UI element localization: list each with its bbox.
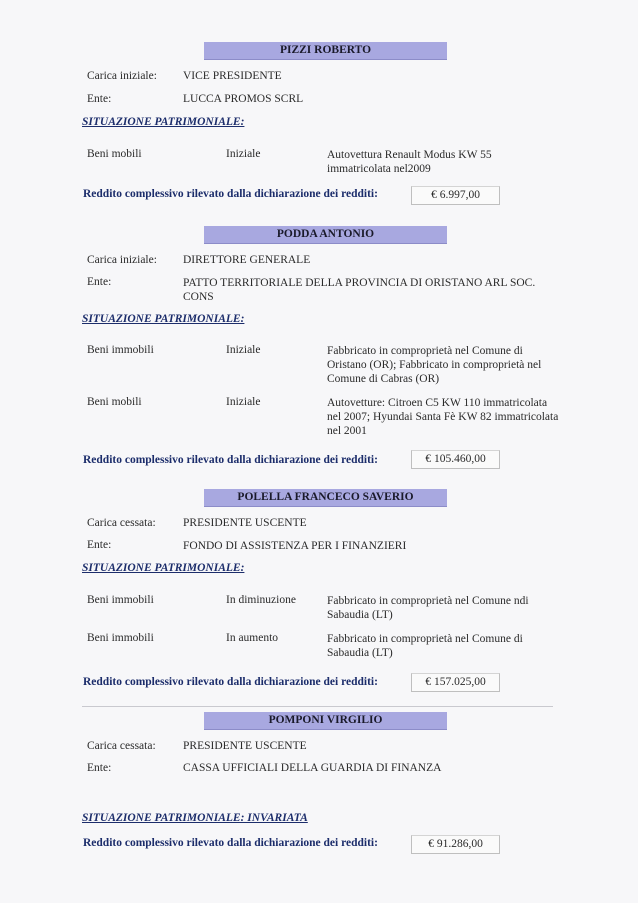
carica-label: Carica cessata: (87, 740, 156, 752)
asset-type: Beni immobili (87, 594, 154, 606)
section-heading: SITUAZIONE PATRIMONIALE: INVARIATA (82, 812, 308, 824)
asset-status: Iniziale (226, 148, 261, 160)
ente-value: PATTO TERRITORIALE DELLA PROVINCIA DI ORISTANO ARL SOC. CONS (183, 277, 536, 303)
section-heading: SITUAZIONE PATRIMONIALE: (82, 116, 245, 128)
asset-type: Beni immobili (87, 632, 154, 644)
person-name-header: PIZZI ROBERTO (204, 42, 447, 60)
asset-description: Fabbricato in comproprietà nel Comune ndi Sabaudia (LT) (327, 595, 529, 621)
carica-label: Carica cessata: (87, 517, 156, 529)
person-name-header: POMPONI VIRGILIO (204, 712, 447, 730)
reddito-amount: € 91.286,00 (411, 835, 500, 854)
asset-status: Iniziale (226, 396, 261, 408)
asset-status: In aumento (226, 632, 279, 644)
carica-value: VICE PRESIDENTE (183, 70, 282, 82)
reddito-label: Reddito complessivo rilevato dalla dichiarazione dei redditi: (83, 837, 378, 849)
reddito-amount: € 157.025,00 (411, 673, 500, 692)
reddito-label: Reddito complessivo rilevato dalla dichiarazione dei redditi: (83, 676, 378, 688)
asset-type: Beni mobili (87, 396, 142, 408)
asset-status: In diminuzione (226, 594, 296, 606)
reddito-amount: € 6.997,00 (411, 186, 500, 205)
reddito-label: Reddito complessivo rilevato dalla dichiarazione dei redditi: (83, 188, 378, 200)
ente-label: Ente: (87, 539, 112, 551)
carica-label: Carica iniziale: (87, 254, 157, 266)
reddito-amount: € 105.460,00 (411, 450, 500, 469)
ente-value: CASSA UFFICIALI DELLA GUARDIA DI FINANZA (183, 762, 442, 774)
person-name-header: PODDA ANTONIO (204, 226, 447, 244)
asset-description: Autovetture: Citroen C5 KW 110 immatricolata nel 2007; Hyundai Santa Fè KW 82 immatricolata nel 2001 (327, 397, 559, 437)
asset-description: Autovettura Renault Modus KW 55 immatricolata nel2009 (327, 149, 492, 175)
asset-type: Beni mobili (87, 148, 142, 160)
carica-value: DIRETTORE GENERALE (183, 254, 311, 266)
section-heading: SITUAZIONE PATRIMONIALE: (82, 562, 245, 574)
section-heading: SITUAZIONE PATRIMONIALE: (82, 313, 245, 325)
ente-label: Ente: (87, 762, 112, 774)
asset-status: Iniziale (226, 344, 261, 356)
ente-value: LUCCA PROMOS SCRL (183, 93, 304, 105)
reddito-label: Reddito complessivo rilevato dalla dichiarazione dei redditi: (83, 454, 378, 466)
asset-type: Beni immobili (87, 344, 154, 356)
asset-description: Fabbricato in comproprietà nel Comune di Oristano (OR); Fabbricato in comproprietà nel Comune di Cabras (OR) (327, 345, 542, 385)
ente-label: Ente: (87, 276, 112, 288)
person-name-header: POLELLA FRANCECO SAVERIO (204, 489, 447, 507)
ente-label: Ente: (87, 93, 112, 105)
carica-label: Carica iniziale: (87, 70, 157, 82)
asset-description: Fabbricato in comproprietà nel Comune di Sabaudia (LT) (327, 633, 523, 659)
carica-value: PRESIDENTE USCENTE (183, 517, 307, 529)
carica-value: PRESIDENTE USCENTE (183, 740, 307, 752)
ente-value: FONDO DI ASSISTENZA PER I FINANZIERI (183, 540, 407, 552)
section-divider (82, 706, 553, 707)
